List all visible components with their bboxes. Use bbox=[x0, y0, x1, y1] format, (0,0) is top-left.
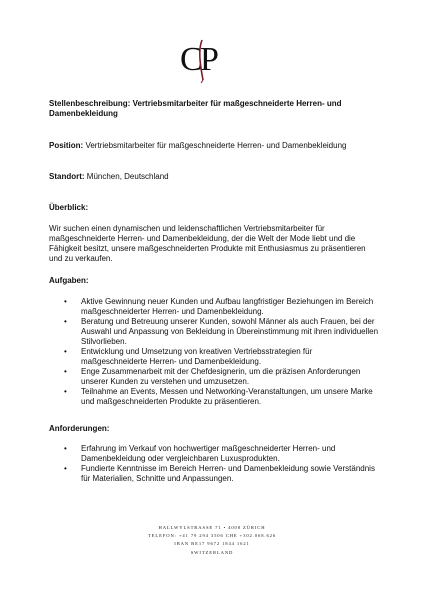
location-section bbox=[49, 172, 379, 182]
tasks-list bbox=[49, 297, 379, 407]
list-item: • Enge Zusammenarbeit mit der Chefdesignerin, um die präzisen Anforderungen unserer Kunden zu verstehen und umzusetzen. bbox=[49, 367, 379, 387]
job-title bbox=[49, 99, 379, 119]
position-text: Vertriebsmitarbeiter für maßgeschneiderte Herren- und Damenbekleidung bbox=[85, 141, 347, 150]
footer-phone: TELEFON: +41 79 294 3506 CHE +302.068.626 bbox=[147, 533, 277, 539]
tasks-heading: Aufgaben: bbox=[49, 276, 89, 285]
footer bbox=[0, 524, 424, 557]
list-item: • Fundierte Kenntnisse im Bereich Herren- und Damenbekleidung sowie Verständnis für Materialien, Schnitte und Anpassungen. bbox=[49, 464, 379, 484]
list-item: • Teilnahme an Events, Messen und Networking-Veranstaltungen, um unsere Marke und maßgeschneiderten Produkte zu präsentieren. bbox=[49, 387, 379, 407]
list-item: • Aktive Gewinnung neuer Kunden und Aufbau langfristiger Beziehungen im Bereich maßgeschneiderter Herren- und Damenbekleidung. bbox=[49, 297, 379, 317]
overview-text: Wir suchen einen dynamischen und leidenschaftlichen Vertriebsmitarbeiter für maßgeschneiderte Herren- und Damenbekleidung, der die Welt der Mode liebt und die Fähigkeit besitzt, unsere maßgeschneiderten Produkte mit Enthusiasmus zu präsentieren und zu verkaufen. bbox=[49, 224, 366, 263]
footer-country: SWITZERLAND bbox=[190, 549, 234, 555]
position-section bbox=[49, 141, 379, 151]
overview-heading: Überblick: bbox=[49, 203, 89, 212]
location-label: Standort: bbox=[49, 172, 85, 181]
list-item: • Entwicklung und Umsetzung von kreativen Vertriebsstrategien für maßgeschneiderte Herren- und Damenbekleidung. bbox=[49, 347, 379, 367]
svg-text:P: P bbox=[200, 41, 219, 78]
job-title-text: Vertriebsmitarbeiter für maßgeschneiderte Herren- und Damenbekleidung bbox=[49, 99, 342, 118]
footer-iban: IBAN BE17 9672 1844 1621 bbox=[174, 541, 250, 547]
position-label: Position: bbox=[49, 141, 84, 150]
footer-address: HALLWYLSTRASSE 71 • 4008 ZÜRICH bbox=[158, 525, 266, 530]
svg-text:C: C bbox=[180, 41, 203, 78]
requirements-list bbox=[49, 444, 379, 484]
company-logo bbox=[178, 36, 228, 84]
job-title-label: Stellenbeschreibung: bbox=[49, 99, 131, 108]
list-item: • Erfahrung im Verkauf von hochwertiger maßgeschneiderter Herren- und Damenbekleidung oder vergleichbaren Luxusprodukten. bbox=[49, 444, 379, 464]
requirements-heading: Anforderungen: bbox=[49, 424, 110, 433]
location-text: München, Deutschland bbox=[86, 172, 169, 181]
list-item: • Beratung und Betreuung unserer Kunden, sowohl Männer als auch Frauen, bei der Auswahl und Anpassung von Bekleidung in Übereinstimmung mit ihren individuellen Stilvorlieben. bbox=[49, 317, 379, 347]
